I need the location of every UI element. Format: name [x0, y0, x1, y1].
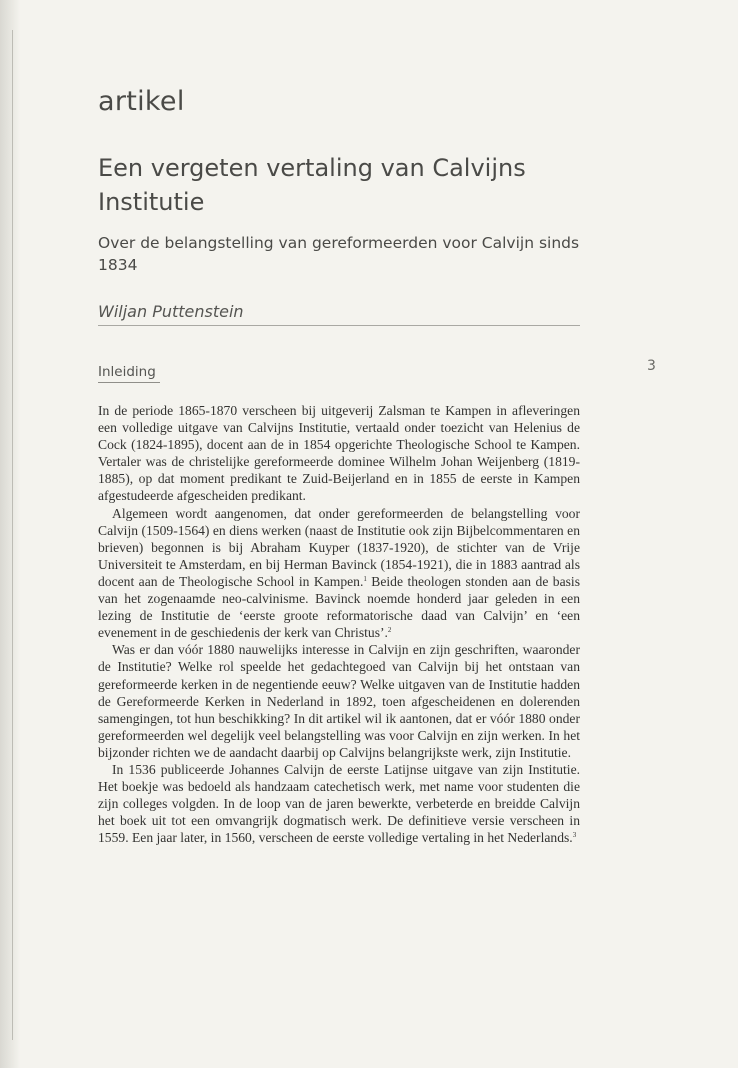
footnote-ref[interactable]: 1	[363, 574, 367, 583]
paragraph	[98, 761, 580, 846]
binding-line	[12, 30, 13, 1040]
author-name: Wiljan Puttenstein	[98, 302, 244, 321]
section-label: artikel	[98, 86, 185, 117]
heading-underline	[98, 382, 160, 383]
article-title: Een vergeten vertaling van Calvijns Institutie	[98, 154, 526, 216]
article-body	[98, 402, 580, 846]
page-number: 3	[647, 358, 656, 374]
article-subtitle: Over de belangstelling van gereformeerden voor Calvijn sinds 1834	[98, 234, 580, 274]
paragraph	[98, 402, 580, 505]
footnote-ref[interactable]: 2	[387, 626, 392, 635]
author-divider	[98, 325, 580, 326]
paragraph-text: In de periode 1865-1870 verscheen bij uitgeverij Zalsman te Kampen in afleveringen een volledige uitgave van Calvijns Institutie, vertaald onder toezicht van Helenius de Cock (1824-1895), docent aan de in 1854 opgerichte Theologische School te Kampen. Vertaler was de christelijke gereformeerde dominee Wilhelm Johan Weijenberg (1819-1885), op dat moment predikant te Zuid-Beijerland en in 1855 de eerste in Kampen afgestudeerde afgescheiden predikant.	[98, 403, 580, 504]
binding-edge	[0, 0, 20, 1068]
paragraph-text: Algemeen wordt aangenomen, dat onder gereformeerden de belangstelling voor Calvijn (1509-1564) en diens werken (naast de Institutie ook zijn Bijbelcommentaren en brieven) begonnen is bij Abraham Kuyper (1837-1920), de stichter van de Vrije Universiteit te Amsterdam, en bij Herman Bavinck (1854-1921), die in 1883 aantrad als docent aan de Theologische School in Kampen.	[98, 505, 580, 589]
paragraph	[98, 641, 580, 761]
paragraph-text: Beide theologen stonden aan de basis van het zogenaamde neo-calvinisme. Bavinck noemde honderd jaar geleden in een lezing de Institutie de ‘eerste groote reformatorische daad van Calvijn’ en ‘een evenement in de geschiedenis der kerk van Christus’.	[98, 573, 580, 641]
paragraph	[98, 505, 580, 642]
footnote-ref[interactable]: 3	[572, 831, 577, 840]
paragraph-text: Was er dan vóór 1880 nauwelijks interesse in Calvijn en zijn geschriften, waaronder de Institutie? Welke rol speelde het gedachtegoed van Calvijn bij het ontstaan van gereformeerde kerken in de negentiende eeuw? Welke uitgaven van de Institutie hadden de Gereformeerde Kerken in Nederland in 1892, toen afgescheidenen en dolerenden samengingen, tot hun beschikking? In dit artikel wil ik aantonen, dat er vóór 1880 onder gereformeerden wel degelijk veel belangstelling was voor Calvijn en zijn werken. In het bijzonder richten we de aandacht daarbij op Calvijns belangrijkste werk, zijn Institutie.	[98, 642, 580, 760]
section-heading: Inleiding	[98, 364, 156, 380]
paragraph-text: In 1536 publiceerde Johannes Calvijn de eerste Latijnse uitgave van zijn Institutie. Het boekje was bedoeld als handzaam catechetisch werk, met name voor studenten die zijn colleges volgden. In de loop van de jaren bewerkte, verbeterde en breidde Calvijn het boek uit tot een omvangrijk dogmatisch werk. De definitieve versie verscheen in 1559. Een jaar later, in 1560, verscheen de eerste volledige vertaling in het Nederlands.	[98, 761, 580, 846]
